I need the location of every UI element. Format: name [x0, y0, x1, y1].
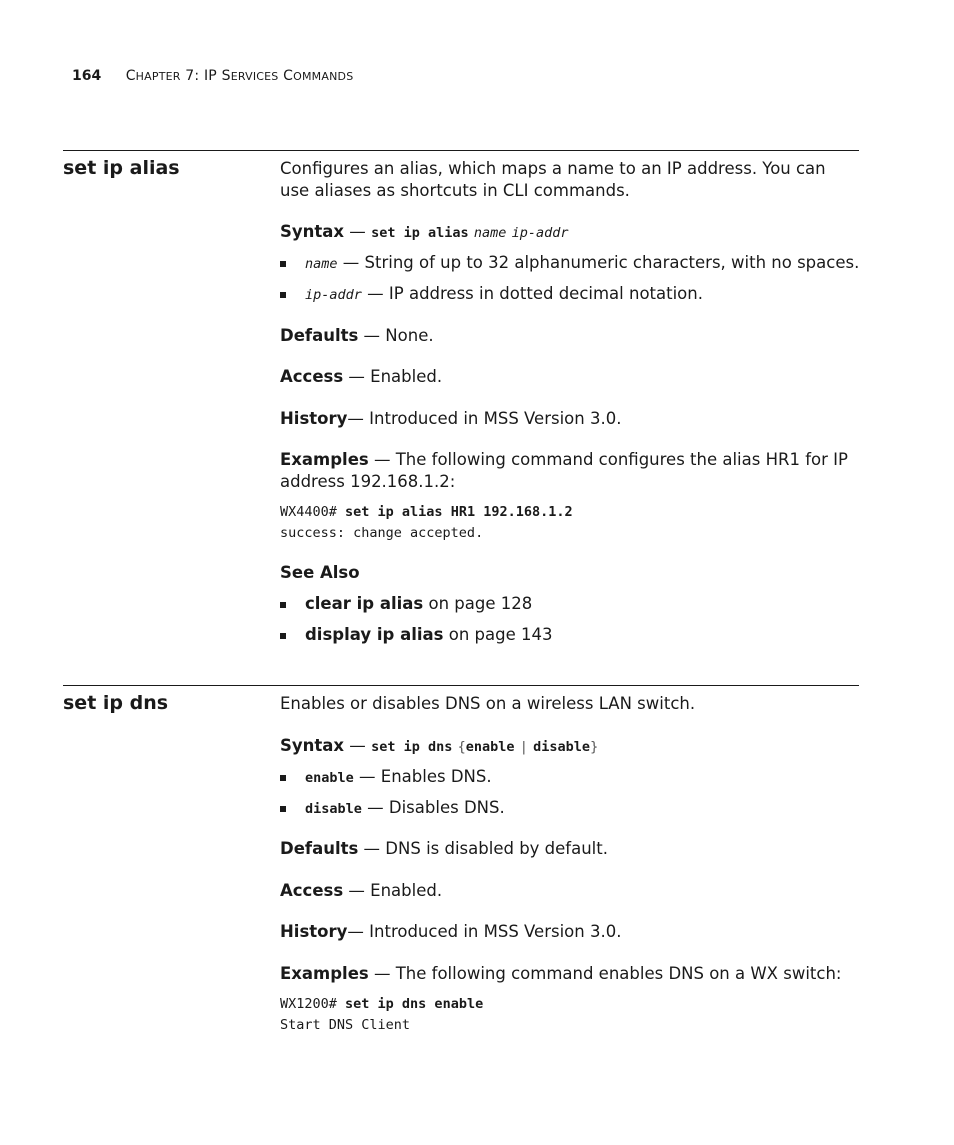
dns-defaults: Defaults — DNS is disabled by default.: [280, 839, 608, 858]
alias-description: Configures an alias, which maps a name to an IP address. You can use aliases as shortcuts in CLI commands.: [280, 159, 826, 200]
dns-access: Access — Enabled.: [280, 881, 443, 900]
alias-history: History— Introduced in MSS Version 3.0.: [280, 409, 622, 428]
alias-syntax: Syntax — set ip alias name ip-addr: [280, 222, 569, 241]
section-title-set-ip-alias: set ip alias: [63, 157, 180, 179]
alias-code-example: WX4400# set ip alias HR1 192.168.1.2 success: change accepted.: [280, 504, 573, 541]
section-title-set-ip-dns: set ip dns: [63, 692, 169, 714]
bullet-icon: [280, 261, 286, 267]
bullet-icon: [280, 633, 286, 639]
dns-syntax: Syntax — set ip dns {enable | disable}: [280, 736, 599, 755]
section-divider: [63, 150, 859, 151]
alias-examples: Examples — The following command configures the alias HR1 for IP address 192.168.1.2:: [280, 450, 848, 491]
dns-history: History— Introduced in MSS Version 3.0.: [280, 922, 622, 941]
page-number: 164: [72, 68, 102, 84]
dns-code-example: WX1200# set ip dns enable Start DNS Client: [280, 996, 484, 1033]
running-header: [72, 68, 353, 84]
section-divider: [63, 685, 859, 686]
dns-examples: Examples — The following command enables DNS on a WX switch:: [280, 964, 842, 983]
see-also-heading: See Also: [280, 563, 360, 582]
chapter-title: CHAPTER 7: IP SERVICES COMMANDS: [125, 68, 354, 84]
dns-description: Enables or disables DNS on a wireless LAN switch.: [280, 694, 696, 713]
bullet-icon: [280, 775, 286, 781]
alias-defaults: Defaults — None.: [280, 326, 434, 345]
bullet-icon: [280, 602, 286, 608]
bullet-icon: [280, 292, 286, 298]
bullet-icon: [280, 806, 286, 812]
alias-access: Access — Enabled.: [280, 367, 443, 386]
